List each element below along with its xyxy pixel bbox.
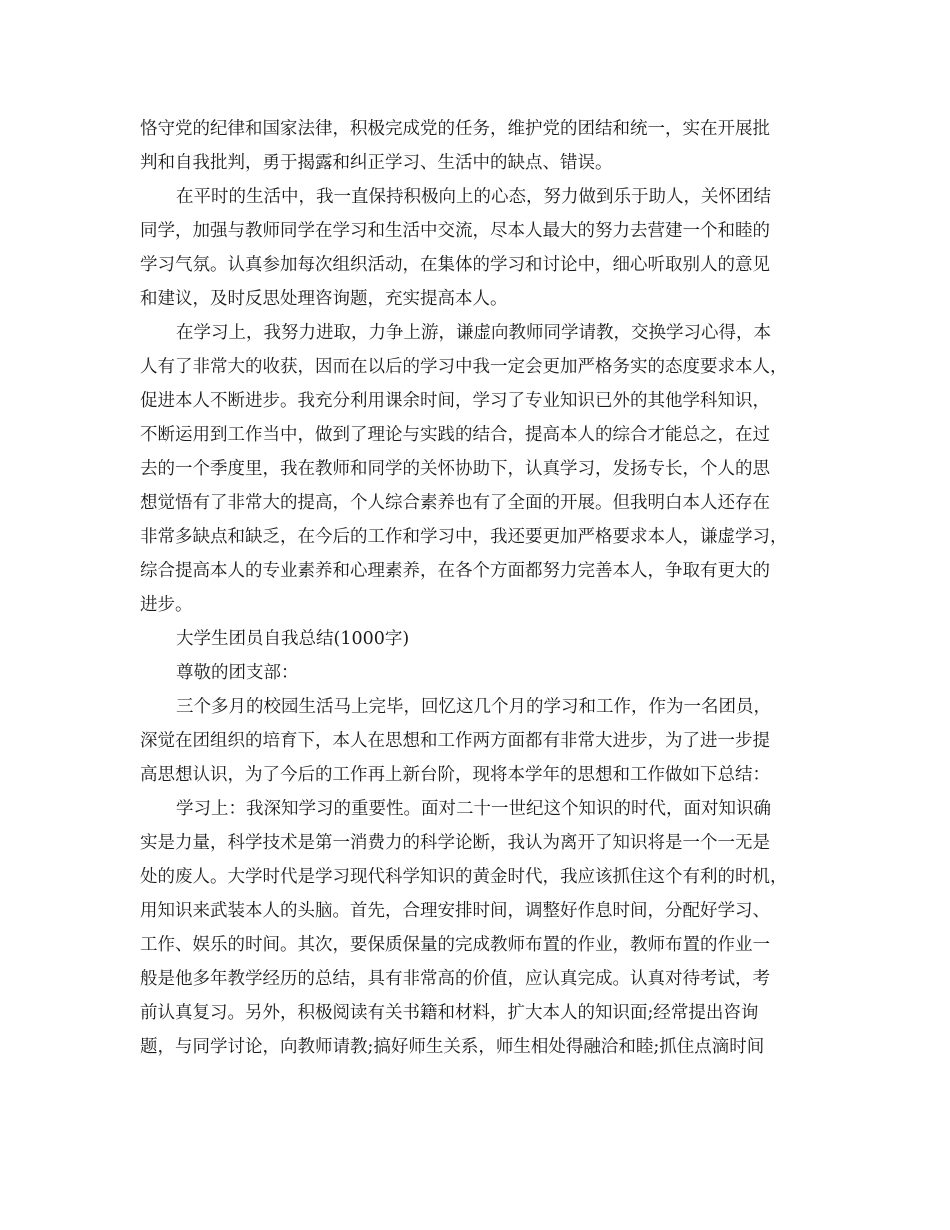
text-line-8: 人有了非常大的收获，因而在以后的学习中我一定会更加严格务实的态度要求本人，	[140, 357, 788, 377]
text-line-23: 处的废人。大学时代是学习现代科学知识的黄金时代，我应该抓住这个有利的时机，	[140, 867, 788, 887]
text-line-19: 深觉在团组织的培育下，本人在思想和工作两方面都有非常大进步，为了进一步提	[140, 731, 770, 751]
text-line-1: 恪守党的纪律和国家法律，积极完成党的任务，维护党的团结和统一，实在开展批	[140, 119, 770, 139]
text-line-21: 学习上：我深知学习的重要性。面对二十一世纪这个知识的时代，面对知识确	[176, 799, 771, 819]
text-line-25: 工作、娱乐的时间。其次，要保质保量的完成教师布置的作业，教师布置的作业一	[140, 935, 770, 955]
text-line-20: 高思想认识，为了今后的工作再上新台阶，现将本学年的思想和工作做如下总结：	[140, 765, 770, 785]
text-line-10: 不断运用到工作当中，做到了理论与实践的结合，提高本人的综合才能总之，在过	[140, 425, 770, 445]
document-body	[140, 112, 820, 1064]
text-line-2: 判和自我批判，勇于揭露和纠正学习、生活中的缺点、错误。	[140, 153, 613, 173]
text-line-11: 去的一个季度里，我在教师和同学的关怀协助下，认真学习，发扬专长，个人的思	[140, 459, 770, 479]
text-line-26: 般是他多年教学经历的总结，具有非常高的价值，应认真完成。认真对待考试，考	[140, 969, 770, 989]
text-line-13: 非常多缺点和缺乏，在今后的工作和学习中，我还要更加严格要求本人，谦虚学习，	[140, 527, 788, 547]
text-line-27: 前认真复习。另外，积极阅读有关书籍和材料，扩大本人的知识面;经常提出咨询	[140, 1003, 759, 1023]
text-line-5: 学习气氛。认真参加每次组织活动，在集体的学习和讨论中，细心听取别人的意见	[140, 255, 770, 275]
text-line-6: 和建议，及时反思处理咨询题，充实提高本人。	[140, 289, 508, 309]
text-line-9: 促进本人不断进步。我充分利用课余时间，学习了专业知识已外的其他学科知识，	[140, 391, 770, 411]
text-line-7: 在学习上，我努力进取，力争上游，谦虚向教师同学请教，交换学习心得，本	[176, 323, 771, 343]
text-line-15: 进步。	[140, 595, 193, 615]
section-title: 大学生团员自我总结(1000字)	[176, 629, 410, 649]
text-line-24: 用知识来武装本人的头脑。首先，合理安排时间，调整好作息时间，分配好学习、	[140, 901, 770, 921]
text-line-12: 想觉悟有了非常大的提高，个人综合素养也有了全面的开展。但我明白本人还存在	[140, 493, 770, 513]
text-line-22: 实是力量，科学技术是第一消费力的科学论断，我认为离开了知识将是一个一无是	[140, 833, 770, 853]
text-line-3: 在平时的生活中，我一直保持积极向上的心态，努力做到乐于助人，关怀团结	[176, 187, 771, 207]
text-line-4: 同学，加强与教师同学在学习和生活中交流，尽本人最大的努力去营建一个和睦的	[140, 221, 770, 241]
text-line-18: 三个多月的校园生活马上完毕，回忆这几个月的学习和工作，作为一名团员，	[176, 697, 771, 717]
salutation: 尊敬的团支部：	[176, 663, 299, 683]
text-line-14: 综合提高本人的专业素养和心理素养，在各个方面都努力完善本人，争取有更大的	[140, 561, 770, 581]
text-line-28: 题，与同学讨论，向教师请教;搞好师生关系，师生相处得融洽和睦;抓住点滴时间	[140, 1037, 765, 1057]
